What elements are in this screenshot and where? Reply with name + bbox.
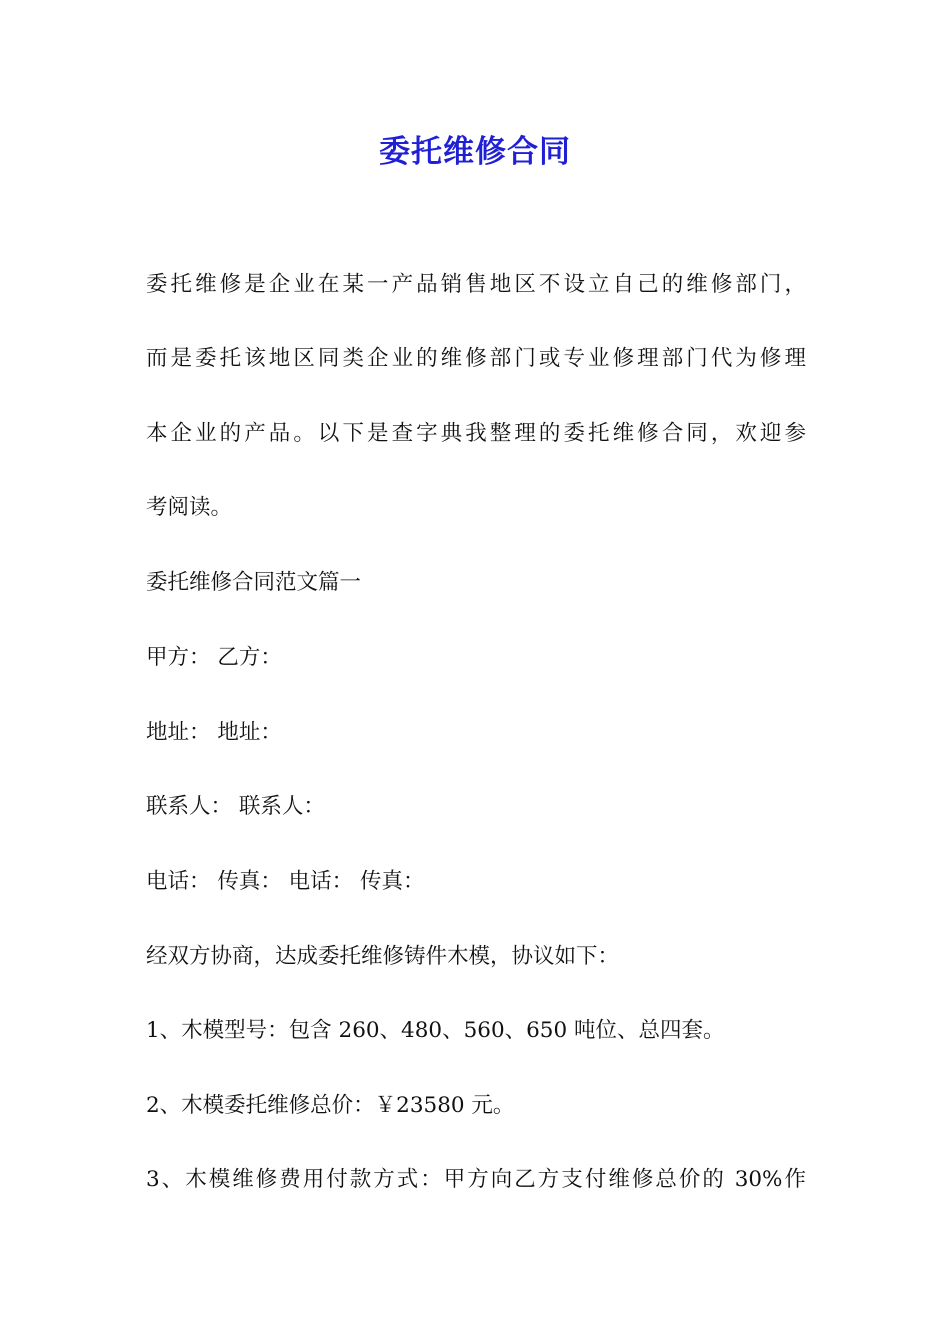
party-field-line: 甲方： 乙方： bbox=[146, 645, 282, 670]
clause-1: 1、木模型号：包含 260、480、560、650 吨位、总四套。 bbox=[146, 1018, 725, 1043]
clause-2: 2、木模委托维修总价：￥23580 元。 bbox=[146, 1093, 515, 1118]
section-heading: 委托维修合同范文篇一 bbox=[146, 570, 362, 595]
phone-fax-field-line: 电话： 传真： 电话： 传真： bbox=[146, 869, 425, 894]
intro-line-3: 本企业的产品。以下是查字典我整理的委托维修合同，欢迎参 bbox=[146, 421, 806, 446]
agreement-intro: 经双方协商，达成委托维修铸件木模，协议如下： bbox=[146, 944, 620, 969]
contact-field-line: 联系人： 联系人： bbox=[146, 794, 325, 819]
intro-line-4: 考阅读。 bbox=[146, 495, 233, 520]
intro-line-1: 委托维修是企业在某一产品销售地区不设立自己的维修部门， bbox=[146, 272, 806, 297]
page-title: 委托维修合同 bbox=[379, 134, 571, 170]
clause-3: 3、木模维修费用付款方式：甲方向乙方支付维修总价的 30%作 bbox=[146, 1167, 806, 1192]
intro-line-2: 而是委托该地区同类企业的维修部门或专业修理部门代为修理 bbox=[146, 346, 806, 371]
address-field-line: 地址： 地址： bbox=[146, 720, 282, 745]
